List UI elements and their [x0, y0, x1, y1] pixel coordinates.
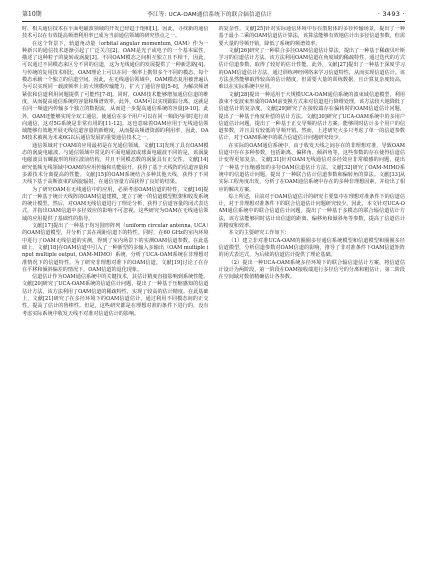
- paragraph: 为了研究OAM在无线通信中的应用，必须考虑OAM信道的特性，文献[16]提出了一种基于统计天线阵的OAM信道建模，建立了统一的信道模型框架和收发系统的统计模型。然后，对OAM无线信道进行了理论分析，获得了信道容量的闭式表达式，并指出OAM信道中多径效应的影响不可忽视。这些研究为OAM在无线通信领域的应用提供了基础性的指导。: [22, 186, 209, 222]
- paragraph: 文献[28]提出一种适用于大规模UCA-OAM通信系统的波束域信道模型，利用波束不变波束形成的OAM前变换方式来对信道进行降维处理，该方法较大地降低了信道估计的复杂度。文献[29]研究了在接收端存在偏转时的OAM信道估计问题，提出了一种基于角度补偿的估计方法。文献[30]研究了UCA-OAM系统中的多用户信道估计问题，提出了一种基于正交导频的估计方案，能够同时估计多个用户的信道参数，并且具有较低的导频开销。然而，上述研究大多只考虑了单一的信道参数估计，对于OAM系统中的联合信道估计问题研究较少。: [218, 91, 405, 142]
- paragraph: 文献[26]研究了一种联合多径OAM信道估计算法，提出了一种基于稀疏贝叶斯学习的信道估计方法。该方法利用OAM信道在角度域的稀疏特性，通过迭代的方式估计信道参数，取得了较好的估计性能。此外，文献[27]提出了一种基于深度学习的OAM信道估计方法，通过训练神经网络来学习信道特性，从而实现信道估计。该方法虽然能够取得较高的估计精度，但需要大量的训练数据，且计算复杂度较高，难以在实际系统中应用。: [218, 47, 405, 91]
- paragraph: 信道估计作为OAM通信系统中的关键技术，其估计精度直接影响到系统性能。文献[20]研究了UCA-OAM系统的信道估计问题，提出了一种基于压缩感知的信道估计方法，该方法利用了OAM信道的稀疏特性，实现了较高的估计精度。在此基础上，文献[21]研究了在多径环境下的OAM信道估计，通过利用不同模态间的正交性，提高了估计的鲁棒性。但是，这些研究都是在理想对准的条件下进行的，没有考虑实际系统中收发天线不对准对信道估计的影响。: [22, 274, 209, 317]
- paragraph: 的复杂性。文献[25]针对实际通信环境中存在散射体的多径传输场景，提出了一种基于最小二乘的OAM信道估计算法，该算法能够有效地估计出多径信道参数，但需要大量的导频开销，降低了系统的频谱效率。: [218, 26, 405, 47]
- paragraph: 综上所述，目前对于OAM信道估计的研究主要集中在理想对准条件下的信道估计，对于非理想对准条件下的联合信道估计问题研究较少。因此，本文针对UCA-OAM通信系统中的联合信道估计问题，提出了一种基于多模态的联合辐信道估计方法，该方法能够同时估计出信道的距离、偏移角和倾斜角等参数，提高了信道估计的精度和效率。: [218, 193, 405, 230]
- body-columns: [22, 26, 405, 561]
- page-number: · 3493 ·: [377, 9, 405, 18]
- paragraph: 在这个背景下，轨道角动量（orbital angular momentum, OAM）作为一种新兴的通信技术逐渐引起了广泛关注[2]。OAM是光子或电子的一个基本属性，描述了这种粒子的旋转或涡旋[3]。不同OAM模态之间相互独立且不相干，因此，可以通过不同模态来区分不同的信道，这为无线通信的发展提供了一种新思路[4]。与传统的复用技术相比，OAM理论上可以在同一频率上携带多个不同的模态，每个模态承载一个独立的信道空间。因此，在无线通信领域中，OAM模态复用被普遍认为可以实现同一载波频率上的大规模传输能力，扩大了通信容量[5-6]，为解决频谱紧张和信道利用问题提供了可能性[7-8]。同时，OAM技术能够增加通信信道的维度，从而提高通信系统的容量和频谱效率。此外，OAM可以实现跟踪分离、这就是在同一频道内传输多个独立的数据流，从而进一步提高通信系统的容量[9-10]。此外，OAM还能够实现全双工通信，使通信在多个用户可以在同一频段内同时进行双向通信，这对5G系统是非常有用的[11-12]。这也意味着OAM应用于无线通信领域能够有效地开展无线信道容量的新维度，从而提高频谱资源的利用率，因此，OAM技术被视为未来6G以后通信发展的重要通信技术之一。: [22, 40, 209, 142]
- right-column: [219, 26, 406, 561]
- paragraph: （1）建立非对准UCA-OAM的圈圈多径通信系统模型和信道模型和圈圈多径信道模型，分析信道参数对OAM信道的影响，推导了非对准条件下OAM信道矩阵的闭式表达式，为后续的信道估计提供了理论基础。: [218, 237, 405, 259]
- paragraph: 在实际的OAM通信系统中，由于收发天线之间存在的非理想对准，导致OAM信道中存在多种参数，包括距离、偏移角、倾斜角等。这些参数的存在使得信道估计变得更加复杂。文献[31]针对OAM无线通信对多径效应非常敏感的问题，提出了一种基于压缩感知的多径OAM信道估计方法。文献[32]研究了OAM-MIMO系统中的信道估计问题，提出了一种联合估计信道参数和偏转角的算法。文献[33]从实际工程角度出发，分析了在OAM通信系统中存在的多种非理想因素，并给出了相应的解决方案。: [218, 142, 405, 193]
- paragraph: 本文的主要研究工作如下：: [228, 230, 290, 237]
- paragraph: 文献[17]提出了一种基于均匀圆形阵列（uniform circular antenna, UCA）的OAM信道模型，并分析了其在视距信道下的特性。同时，在60 GHz的室内环境中进行了OAM无线信道的实测，得到了室内场景下的实测OAM信道参数。在此基础上，文献[18]在OAM信道中引入了一种新型的多输入多输出（OAM multiple input multiple output, OAM-MIMO）系统，分析了UCA-OAM系统在非理想对准情况下的信道特性。为了研究非理想对准下的OAM信道，文献[19]讨论了在存在平移和倾斜偏差的情况下，OAM信道的退化现象。: [22, 223, 209, 273]
- running-title: 李江等: UCA-OAM通信系统下的联合辐信道估计: [147, 11, 273, 18]
- journal-issue: 第10期: [22, 11, 42, 18]
- paragraph: （2）提出一种UCA-OAM系统多径环境下的联合辐信道估计方案，将信道估计设计为两阶段，第一阶段在OAM接收端进行多径信号的分离和粗估计，第二阶段在空间域对数值精确估计各参数。: [218, 259, 405, 281]
- paragraph: 通信领域对于OAM的应用最初是在光通信领域。文献[13]发现了具有OAM模态的涡旋电磁波。与通信领域中常见的平面电磁波或球面电磁波不同的是，该涡旋电磁波具有螺旋形的相位波前结构，并且不同模态数的涡旋具有正交性。文献[14]研究低频无线领域中OAM的应用传输和功能展开，获得了基于天线阵的信道容量和多源技术分离提高的性能。文献[15]的OAM系统结合多种其他天线，获得了不同天线下基于高斯波束的涡旋辐射，在通信容量方面获得了良好的结果。: [22, 142, 209, 186]
- page-header: [22, 6, 405, 22]
- left-column: [22, 26, 209, 561]
- paragraph: 时，相关通信技术在平面电磁波领域的开发已经趋于饱和[1]。因此，寻找新的通信技术可以在有效提高频谱利用率已成为当前通信领域的研究热点之一。: [22, 26, 209, 40]
